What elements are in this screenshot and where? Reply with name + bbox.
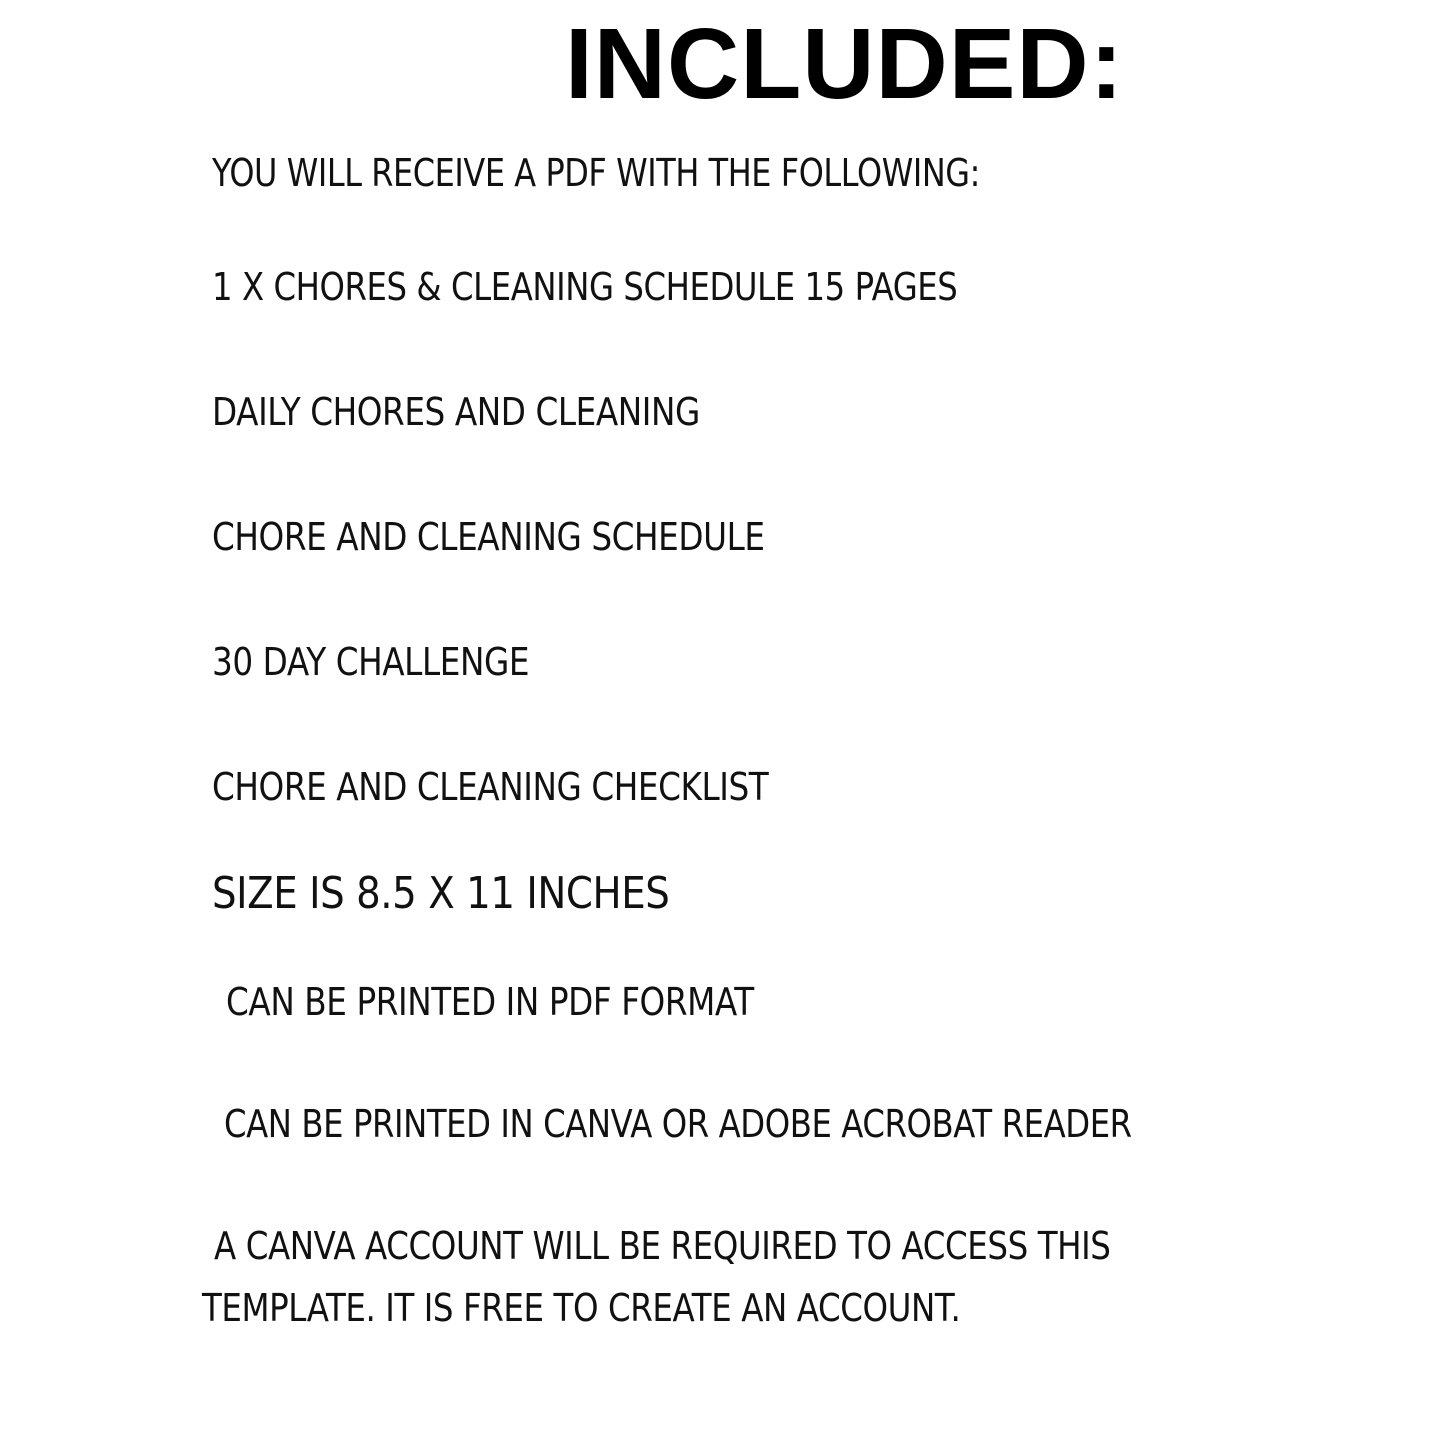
included-item: 30 DAY CHALLENGE xyxy=(212,640,530,684)
print-note: CAN BE PRINTED IN PDF FORMAT xyxy=(226,980,754,1024)
intro-text: YOU WILL RECEIVE A PDF WITH THE FOLLOWING: xyxy=(212,151,980,195)
included-item: DAILY CHORES AND CLEANING xyxy=(212,390,700,434)
print-note: CAN BE PRINTED IN CANVA OR ADOBE ACROBAT READER xyxy=(224,1102,1132,1146)
included-item: CHORE AND CLEANING CHECKLIST xyxy=(212,765,769,809)
size-note: SIZE IS 8.5 X 11 INCHES xyxy=(212,868,670,919)
account-note-line: TEMPLATE. IT IS FREE TO CREATE AN ACCOUNT. xyxy=(202,1286,961,1330)
account-note-line: A CANVA ACCOUNT WILL BE REQUIRED TO ACCESS THIS xyxy=(214,1224,1111,1268)
page-title: INCLUDED: xyxy=(565,8,1124,120)
included-item: 1 X CHORES & CLEANING SCHEDULE 15 PAGES xyxy=(212,265,958,309)
included-item: CHORE AND CLEANING SCHEDULE xyxy=(212,515,765,559)
